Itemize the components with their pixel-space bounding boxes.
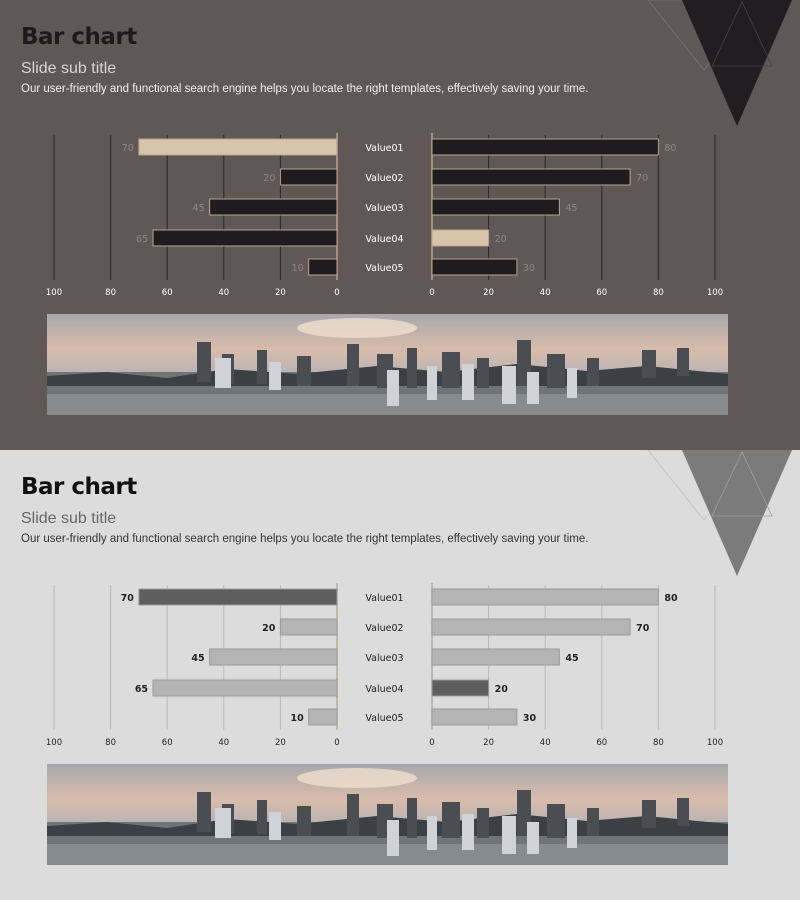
category-label: Value05 [365, 713, 404, 724]
data-label-left: 10 [291, 263, 304, 274]
slide-subtitle: Slide sub title [21, 510, 117, 527]
mirrored-bar-chart [0, 125, 800, 305]
x-tick-label-left: 40 [218, 738, 230, 748]
category-label: Value03 [365, 203, 404, 214]
data-label-right: 30 [522, 713, 537, 724]
bar-right [432, 259, 517, 275]
x-tick-label-left: 0 [334, 288, 340, 298]
bar-right [432, 589, 658, 605]
bar-right [432, 139, 658, 155]
slide-light [0, 450, 800, 900]
category-label: Value03 [365, 653, 404, 664]
bar-right [432, 680, 489, 696]
x-tick-label-right: 80 [652, 738, 664, 748]
x-tick-label-left: 20 [274, 738, 286, 748]
data-label-left: 70 [121, 143, 134, 154]
data-label-left: 45 [191, 653, 205, 664]
bar-left [153, 230, 337, 246]
data-label-left: 65 [134, 684, 149, 695]
category-label: Value02 [365, 173, 404, 184]
city-skyline-image [47, 314, 728, 415]
data-label-left: 20 [262, 623, 276, 634]
data-label-left: 45 [192, 203, 205, 214]
bar-left [139, 139, 337, 155]
data-label-right: 70 [636, 623, 650, 634]
triangle-decoration [620, 450, 800, 590]
category-label: Value04 [365, 684, 404, 695]
x-tick-label-left: 100 [45, 738, 63, 748]
category-label: Value05 [365, 263, 404, 274]
category-label: Value01 [365, 143, 404, 154]
slide-description: Our user-friendly and functional search engine helps you locate the right templates, effectively saving your time. [21, 83, 589, 95]
bar-right [432, 199, 559, 215]
bar-right [432, 230, 489, 246]
x-tick-label-right: 40 [539, 288, 551, 298]
bar-right [432, 709, 517, 725]
data-label-right: 45 [565, 653, 579, 664]
data-label-right: 45 [565, 203, 578, 214]
data-label-right: 80 [664, 593, 678, 604]
bar-left [139, 589, 337, 605]
x-tick-label-left: 20 [274, 288, 286, 298]
bar-right [432, 619, 630, 635]
bar-right [432, 169, 630, 185]
x-tick-label-right: 0 [429, 738, 435, 748]
data-label-left: 20 [263, 173, 276, 184]
x-tick-label-left: 100 [45, 288, 63, 298]
x-tick-label-left: 40 [218, 288, 230, 298]
data-label-right: 20 [494, 684, 508, 695]
bar-left [280, 619, 337, 635]
x-tick-label-left: 80 [105, 288, 117, 298]
x-tick-label-right: 100 [706, 288, 724, 298]
city-skyline-image [47, 764, 728, 865]
data-label-left: 10 [290, 713, 304, 724]
x-tick-label-right: 20 [483, 288, 495, 298]
data-label-right: 70 [636, 173, 649, 184]
bar-left [309, 259, 337, 275]
data-label-left: 70 [120, 593, 134, 604]
x-tick-label-left: 80 [105, 738, 117, 748]
category-label: Value04 [365, 234, 404, 245]
bar-left [309, 709, 337, 725]
bar-right [432, 649, 559, 665]
data-label-right: 20 [494, 234, 507, 245]
data-label-right: 80 [664, 143, 677, 154]
x-tick-label-left: 60 [161, 288, 173, 298]
x-tick-label-right: 40 [539, 738, 551, 748]
bar-left [210, 649, 337, 665]
x-tick-label-left: 60 [161, 738, 173, 748]
x-tick-label-right: 60 [596, 288, 608, 298]
slide-subtitle: Slide sub title [21, 60, 117, 77]
slide-title: Bar chart [21, 24, 137, 50]
bar-left [210, 199, 337, 215]
bar-left [153, 680, 337, 696]
x-tick-label-right: 100 [706, 738, 724, 748]
x-tick-label-right: 80 [652, 288, 664, 298]
category-label: Value01 [365, 593, 404, 604]
data-label-left: 65 [135, 234, 149, 245]
slide-description: Our user-friendly and functional search engine helps you locate the right templates, effectively saving your time. [21, 533, 589, 545]
x-tick-label-right: 20 [483, 738, 495, 748]
mirrored-bar-chart [0, 575, 800, 755]
bar-left [280, 169, 337, 185]
x-tick-label-left: 0 [334, 738, 340, 748]
x-tick-label-right: 0 [429, 288, 435, 298]
slide-title: Bar chart [21, 474, 137, 500]
x-tick-label-right: 60 [596, 738, 608, 748]
data-label-right: 30 [522, 263, 535, 274]
triangle-decoration [620, 0, 800, 140]
category-label: Value02 [365, 623, 404, 634]
